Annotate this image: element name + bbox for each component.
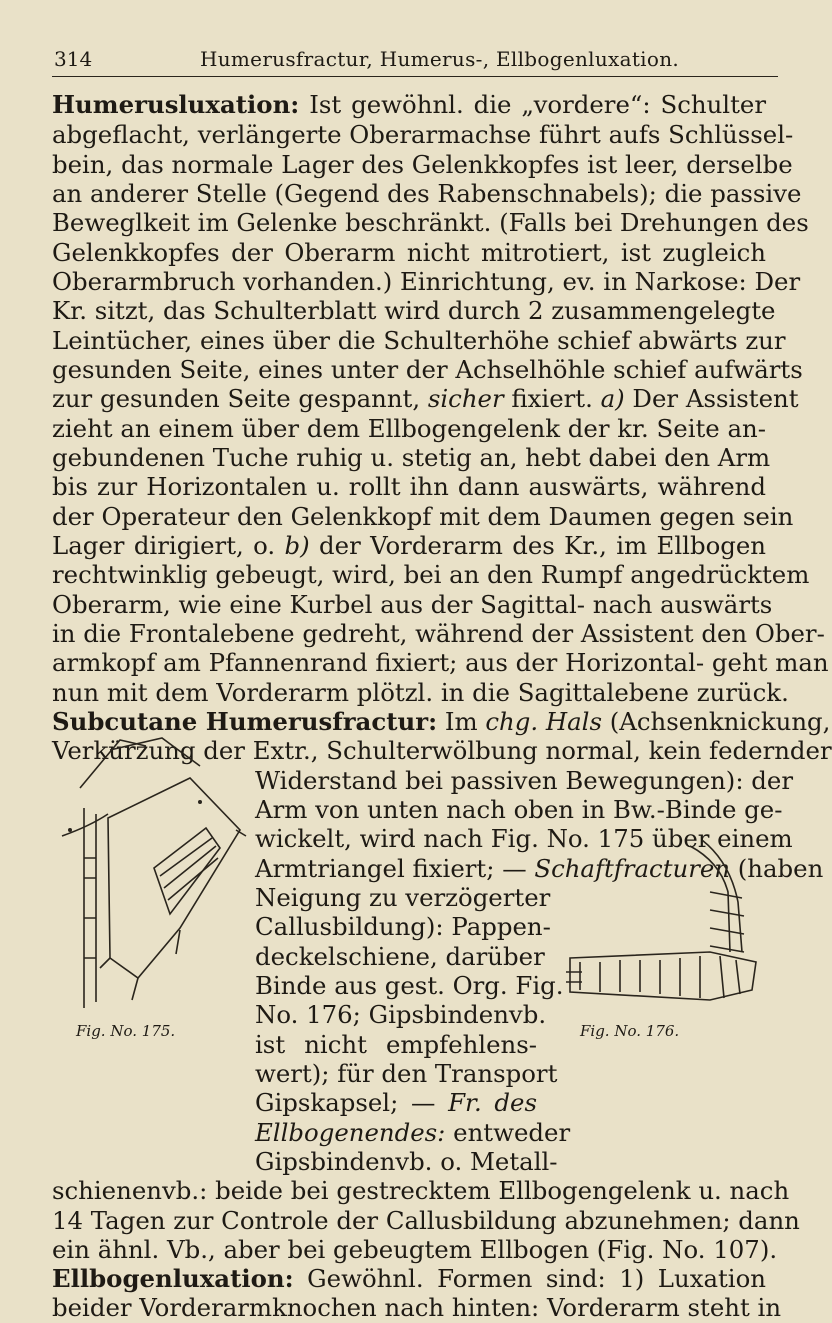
text-line: 14 Tagen zur Controle der Callusbildung abzunehmen; dann (52, 1206, 800, 1235)
text-line: zieht an einem über dem Ellbogengelenk der kr. Seite an- (52, 414, 766, 443)
text-line: Arm von unten nach oben in Bw.-Binde ge- (255, 795, 783, 824)
text-line: wickelt, wird nach Fig. No. 175 über einem (255, 824, 793, 853)
heading-ellbogenluxation: Ellbogenluxation: (52, 1264, 294, 1293)
text-line: Gipsbindenvb. o. Metall- (255, 1147, 558, 1176)
text-line: Kr. sitzt, das Schulterblatt wird durch 2 zusammengelegte (52, 296, 776, 325)
text-line: nun mit dem Vorderarm plötzl. in die Sagittalebene zurück. (52, 678, 789, 707)
text-line: No. 176; Gipsbindenvb. (255, 1000, 547, 1029)
text-line: Neigung zu verzögerter (255, 883, 551, 912)
text-line: schienenvb.: beide bei gestrecktem Ellbogengelenk u. nach (52, 1176, 790, 1205)
text-line: rechtwinklig gebeugt, wird, bei an den Rumpf angedrücktem (52, 560, 810, 589)
heading-subcutane-humerusfractur: Subcutane Humerusfractur: (52, 707, 438, 736)
text-line: Lager dirigiert, o. b) der Vorderarm des Kr., im Ellbogen (52, 531, 767, 560)
text-line: Gipskapsel; — Fr. des (255, 1088, 537, 1117)
page-number: 314 (54, 47, 93, 71)
text-line: in die Frontalebene gedreht, während der Assistent den Ober- (52, 619, 825, 648)
figure-176-caption: Fig. No. 176. (580, 1022, 680, 1040)
figure-175-arm-triangle-illustration (50, 718, 250, 1028)
text-line: bis zur Horizontalen u. rollt ihn dann auswärts, während (52, 472, 766, 501)
text-line: zur gesunden Seite gespannt, sicher fixiert. a) Der Assistent (52, 384, 799, 413)
text-line: armkopf am Pfannenrand fixiert; aus der Horizontal- geht man (52, 648, 829, 677)
text-line: Binde aus gest. Org. Fig. (255, 971, 564, 1000)
text-line: Oberarmbruch vorhanden.) Einrichtung, ev. in Narkose: Der (52, 267, 801, 296)
figure-175-caption: Fig. No. 175. (76, 1022, 176, 1040)
text-line: Gelenkkopfes der Oberarm nicht mitrotiert, ist zugleich (52, 238, 766, 267)
text-line: Humerusluxation: Ist gewöhnl. die „vordere“: Schulter (52, 90, 766, 119)
text-line: Widerstand bei passiven Bewegungen): der (255, 766, 793, 795)
heading-humerusluxation: Humerusluxation: (52, 90, 300, 119)
text-line: ist nicht empfehlens- (255, 1030, 537, 1059)
text-line: der Operateur den Gelenkkopf mit dem Daumen gegen sein (52, 502, 794, 531)
text-line: abgeflacht, verlängerte Oberarmachse führt aufs Schlüssel- (52, 120, 794, 149)
text-line: ein ähnl. Vb., aber bei gebeugtem Ellbogen (Fig. No. 107). (52, 1235, 778, 1264)
text-line: Callusbildung): Pappen- (255, 912, 551, 941)
running-title: Humerusfractur, Humerus-, Ellbogenluxation. (200, 47, 680, 71)
text-line: Ellbogenluxation: Gewöhnl. Formen sind: 1) Luxation (52, 1264, 766, 1293)
text-line: Leintücher, eines über die Schulterhöhe schief abwärts zur (52, 326, 786, 355)
text-line: an anderer Stelle (Gegend des Rabenschnabels); die passive (52, 179, 802, 208)
text-line: Armtriangel fixiert; — Schaftfracturen (haben (255, 854, 824, 883)
text-line: Beweglkeit im Gelenke beschränkt. (Falls bei Drehungen des (52, 208, 809, 237)
text-line: bein, das normale Lager des Gelenkkopfes ist leer, derselbe (52, 150, 793, 179)
text-line: Ellbogenendes: entweder (255, 1118, 571, 1147)
figure-176-bandage-splint-illustration (560, 832, 760, 1014)
text-line: wert); für den Transport (255, 1059, 558, 1088)
page-header (52, 42, 778, 77)
text-line: gebundenen Tuche ruhig u. stetig an, hebt dabei den Arm (52, 443, 771, 472)
text-line: beider Vorderarmknochen nach hinten: Vorderarm steht in (52, 1293, 782, 1322)
text-line: Subcutane Humerusfractur: Im chg. Hals (Achsenknickung, (52, 707, 831, 736)
text-line: gesunden Seite, eines unter der Achselhöhle schief aufwärts (52, 355, 803, 384)
text-line: Verkürzung der Extr., Schulterwölbung normal, kein federnder (52, 736, 832, 765)
text-line: Oberarm, wie eine Kurbel aus der Sagittal- nach auswärts (52, 590, 773, 619)
text-line: deckelschiene, darüber (255, 942, 545, 971)
